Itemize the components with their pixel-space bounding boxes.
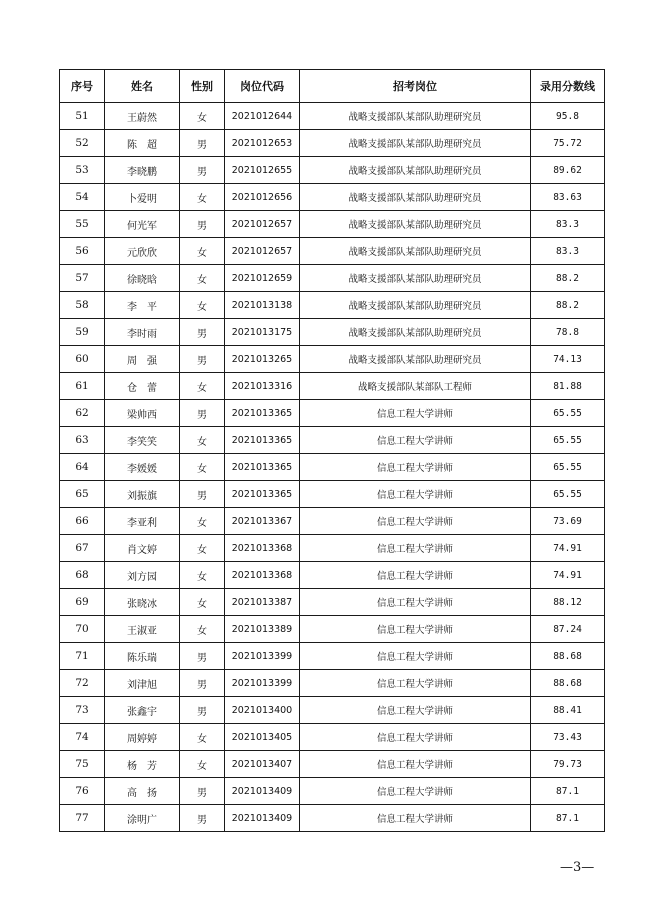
cell-name: 陈 超 [105,130,180,157]
cell-seq: 60 [60,346,105,373]
cell-position: 信息工程大学讲师 [300,562,531,589]
cell-code: 2021013365 [225,427,300,454]
cell-score: 83.3 [531,238,605,265]
cell-gender: 女 [180,562,225,589]
cell-gender: 男 [180,400,225,427]
cell-score: 74.91 [531,535,605,562]
cell-gender: 男 [180,670,225,697]
cell-score: 74.91 [531,562,605,589]
table-row [60,454,605,481]
cell-position: 战略支援部队某部队助理研究员 [300,130,531,157]
cell-code: 2021012657 [225,238,300,265]
cell-gender: 女 [180,454,225,481]
cell-score: 88.68 [531,670,605,697]
cell-name: 徐晓晗 [105,265,180,292]
cell-code: 2021013265 [225,346,300,373]
cell-position: 信息工程大学讲师 [300,400,531,427]
cell-name: 李时雨 [105,319,180,346]
cell-seq: 70 [60,616,105,643]
cell-score: 87.1 [531,805,605,832]
cell-code: 2021012655 [225,157,300,184]
cell-name: 卜爱明 [105,184,180,211]
cell-score: 65.55 [531,454,605,481]
table-row [60,535,605,562]
cell-seq: 73 [60,697,105,724]
cell-score: 65.55 [531,427,605,454]
table-row [60,616,605,643]
cell-score: 74.13 [531,346,605,373]
cell-position: 信息工程大学讲师 [300,454,531,481]
cell-code: 2021013409 [225,778,300,805]
admission-table [59,69,605,832]
cell-code: 2021013365 [225,400,300,427]
cell-position: 战略支援部队某部队助理研究员 [300,211,531,238]
cell-seq: 71 [60,643,105,670]
cell-code: 2021013368 [225,535,300,562]
cell-code: 2021012656 [225,184,300,211]
table-row [60,211,605,238]
cell-position: 战略支援部队某部队助理研究员 [300,157,531,184]
cell-position: 战略支援部队某部队助理研究员 [300,238,531,265]
cell-code: 2021012653 [225,130,300,157]
cell-position: 信息工程大学讲师 [300,643,531,670]
cell-name: 张晓冰 [105,589,180,616]
cell-name: 刘方园 [105,562,180,589]
cell-seq: 62 [60,400,105,427]
cell-gender: 男 [180,157,225,184]
table-row [60,319,605,346]
cell-score: 73.69 [531,508,605,535]
cell-score: 88.68 [531,643,605,670]
cell-score: 95.8 [531,103,605,130]
cell-name: 涂明广 [105,805,180,832]
cell-gender: 男 [180,643,225,670]
cell-name: 刘振旗 [105,481,180,508]
cell-code: 2021013407 [225,751,300,778]
cell-seq: 74 [60,724,105,751]
cell-position: 战略支援部队某部队助理研究员 [300,184,531,211]
cell-score: 87.1 [531,778,605,805]
cell-gender: 女 [180,751,225,778]
cell-seq: 57 [60,265,105,292]
cell-name: 刘津旭 [105,670,180,697]
cell-code: 2021013365 [225,454,300,481]
table-row [60,697,605,724]
cell-position: 信息工程大学讲师 [300,535,531,562]
cell-gender: 女 [180,184,225,211]
cell-score: 83.63 [531,184,605,211]
table-row [60,724,605,751]
cell-score: 88.2 [531,292,605,319]
cell-name: 李 平 [105,292,180,319]
cell-seq: 76 [60,778,105,805]
table-row [60,670,605,697]
table-row [60,373,605,400]
cell-position: 信息工程大学讲师 [300,589,531,616]
cell-seq: 66 [60,508,105,535]
cell-gender: 女 [180,535,225,562]
table-row [60,157,605,184]
cell-code: 2021013175 [225,319,300,346]
cell-score: 65.55 [531,400,605,427]
cell-seq: 65 [60,481,105,508]
cell-name: 高 扬 [105,778,180,805]
cell-score: 88.2 [531,265,605,292]
cell-gender: 女 [180,238,225,265]
cell-name: 元欣欣 [105,238,180,265]
cell-name: 李晓鹏 [105,157,180,184]
header-seq: 序号 [60,70,105,103]
cell-position: 信息工程大学讲师 [300,427,531,454]
cell-gender: 男 [180,805,225,832]
table-row [60,346,605,373]
cell-name: 李媛媛 [105,454,180,481]
table-row [60,265,605,292]
cell-position: 战略支援部队某部队助理研究员 [300,346,531,373]
cell-name: 肖文婷 [105,535,180,562]
cell-score: 75.72 [531,130,605,157]
cell-score: 89.62 [531,157,605,184]
cell-gender: 男 [180,697,225,724]
cell-gender: 男 [180,211,225,238]
cell-seq: 55 [60,211,105,238]
cell-gender: 男 [180,481,225,508]
table-row [60,184,605,211]
cell-gender: 女 [180,427,225,454]
cell-name: 梁帅西 [105,400,180,427]
cell-name: 仓 蕾 [105,373,180,400]
cell-seq: 52 [60,130,105,157]
cell-name: 李笑笑 [105,427,180,454]
table-row [60,562,605,589]
cell-code: 2021013387 [225,589,300,616]
cell-seq: 63 [60,427,105,454]
cell-seq: 56 [60,238,105,265]
cell-seq: 54 [60,184,105,211]
cell-code: 2021013389 [225,616,300,643]
cell-score: 81.88 [531,373,605,400]
table-row [60,508,605,535]
cell-name: 李亚利 [105,508,180,535]
cell-code: 2021013367 [225,508,300,535]
cell-name: 周婷婷 [105,724,180,751]
cell-position: 信息工程大学讲师 [300,751,531,778]
table-header-row [60,70,605,103]
cell-score: 78.8 [531,319,605,346]
cell-seq: 77 [60,805,105,832]
cell-seq: 68 [60,562,105,589]
cell-gender: 女 [180,724,225,751]
cell-score: 73.43 [531,724,605,751]
table-row [60,643,605,670]
cell-gender: 女 [180,103,225,130]
table-row [60,589,605,616]
cell-seq: 64 [60,454,105,481]
cell-gender: 男 [180,346,225,373]
cell-name: 王淑亚 [105,616,180,643]
cell-name: 张鑫宇 [105,697,180,724]
page-number: —3— [560,860,595,875]
table-row [60,400,605,427]
cell-score: 83.3 [531,211,605,238]
cell-code: 2021013368 [225,562,300,589]
cell-gender: 男 [180,319,225,346]
table-row [60,751,605,778]
cell-position: 信息工程大学讲师 [300,724,531,751]
table-row [60,481,605,508]
cell-position: 信息工程大学讲师 [300,697,531,724]
table-row [60,805,605,832]
cell-position: 信息工程大学讲师 [300,805,531,832]
cell-seq: 72 [60,670,105,697]
cell-position: 信息工程大学讲师 [300,508,531,535]
cell-position: 战略支援部队某部队助理研究员 [300,319,531,346]
cell-name: 何光军 [105,211,180,238]
cell-position: 信息工程大学讲师 [300,481,531,508]
cell-gender: 女 [180,265,225,292]
cell-code: 2021013365 [225,481,300,508]
cell-position: 信息工程大学讲师 [300,778,531,805]
cell-code: 2021013399 [225,670,300,697]
cell-score: 87.24 [531,616,605,643]
cell-seq: 67 [60,535,105,562]
cell-seq: 58 [60,292,105,319]
cell-code: 2021012657 [225,211,300,238]
cell-code: 2021012659 [225,265,300,292]
cell-gender: 男 [180,130,225,157]
header-name: 姓名 [105,70,180,103]
cell-code: 2021012644 [225,103,300,130]
table-row [60,292,605,319]
cell-name: 陈乐瑞 [105,643,180,670]
cell-code: 2021013316 [225,373,300,400]
cell-position: 战略支援部队某部队助理研究员 [300,103,531,130]
header-position: 招考岗位 [300,70,531,103]
cell-gender: 女 [180,616,225,643]
table-row [60,103,605,130]
table-body [60,103,605,832]
table-row [60,427,605,454]
cell-code: 2021013399 [225,643,300,670]
table-row [60,130,605,157]
cell-score: 79.73 [531,751,605,778]
cell-gender: 女 [180,508,225,535]
cell-score: 65.55 [531,481,605,508]
cell-gender: 女 [180,373,225,400]
cell-gender: 男 [180,778,225,805]
table-row [60,778,605,805]
cell-seq: 75 [60,751,105,778]
cell-seq: 51 [60,103,105,130]
cell-name: 王蔚然 [105,103,180,130]
cell-code: 2021013400 [225,697,300,724]
cell-code: 2021013138 [225,292,300,319]
cell-position: 战略支援部队某部队助理研究员 [300,265,531,292]
cell-name: 周 强 [105,346,180,373]
table-row [60,238,605,265]
cell-position: 战略支援部队某部队助理研究员 [300,292,531,319]
cell-gender: 女 [180,589,225,616]
cell-position: 信息工程大学讲师 [300,616,531,643]
cell-seq: 61 [60,373,105,400]
cell-score: 88.12 [531,589,605,616]
cell-name: 杨 芳 [105,751,180,778]
cell-code: 2021013409 [225,805,300,832]
cell-seq: 59 [60,319,105,346]
header-gender: 性别 [180,70,225,103]
cell-position: 战略支援部队某部队工程师 [300,373,531,400]
cell-code: 2021013405 [225,724,300,751]
header-code: 岗位代码 [225,70,300,103]
cell-position: 信息工程大学讲师 [300,670,531,697]
header-score: 录用分数线 [531,70,605,103]
cell-seq: 53 [60,157,105,184]
cell-score: 88.41 [531,697,605,724]
cell-gender: 女 [180,292,225,319]
cell-seq: 69 [60,589,105,616]
